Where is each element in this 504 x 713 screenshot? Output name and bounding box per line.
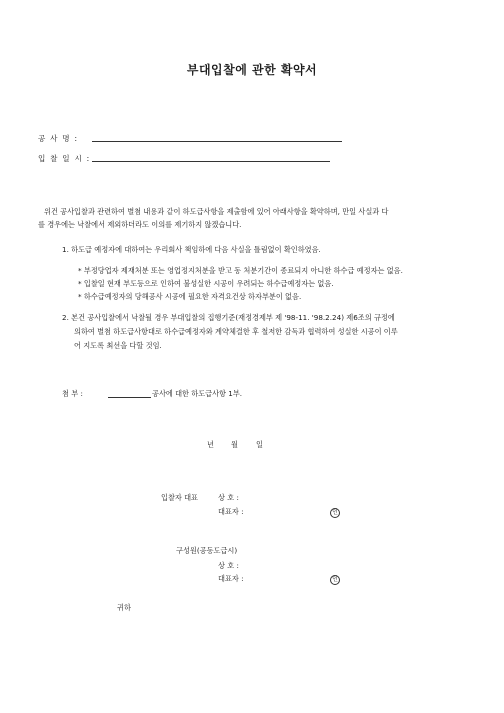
bid-date-field[interactable] <box>92 161 330 162</box>
item-1-bullet-2: * 입찰일 현재 부도등으로 인하여 불성실한 시공이 우려되는 하수급예정자는 없음. <box>78 279 334 288</box>
date-month: 월 <box>231 440 238 449</box>
intro-line-1: 위건 공사입찰과 관련하여 별첨 내용과 같이 하도급사항을 제출함에 있어 아래사항을 확약하며, 만일 사실과 다 <box>44 207 389 216</box>
intro-line-2: 를 경우에는 낙찰에서 제외하더라도 이의를 제기하지 않겠습니다. <box>38 220 242 229</box>
date-day: 일 <box>256 440 263 449</box>
project-name-label: 공 사 명 : <box>38 134 79 143</box>
item-2-line-1: 2. 본건 공사입찰에서 낙찰될 경우 부대입찰의 집행기준(재정경제부 제 '98-11. '98.2.24) 제6조의 규정에 <box>62 313 395 322</box>
item-2-line-2: 의하여 별첨 하도급사항대로 하수급예정자와 계약체결한 후 철저한 감독과 협력하여 성실한 시공이 이루 <box>74 327 398 336</box>
bidder-seal: 인 <box>330 508 340 518</box>
member-seal: 인 <box>330 575 340 585</box>
document-title: 부대입찰에 관한 확약서 <box>186 63 318 77</box>
item-1-bullet-1: * 부정당업자 제재처분 또는 영업정지처분을 받고 동 처분기간이 종료되지 아니한 하수급 예정자는 없음. <box>78 266 403 275</box>
member-trade-name-label: 상 호 : <box>218 561 239 570</box>
member-label: 구성원(공동도급시) <box>176 546 238 555</box>
item-2-line-3: 어 지도록 최선을 다할 것임. <box>74 341 162 350</box>
bidder-trade-name-label: 상 호 : <box>218 493 239 502</box>
item-1-text: 1. 하도급 예정자에 대하여는 우리회사 책임하에 다음 사실을 틀림없이 확인하였음. <box>62 245 321 254</box>
attachment-label: 첨 부 : <box>62 389 83 398</box>
member-representative-label: 대표자 : <box>218 574 244 583</box>
project-name-field[interactable] <box>92 141 342 142</box>
item-1-bullet-3: * 하수급예정자의 당해공사 시공에 필요한 자격요건상 하자부분이 없음. <box>78 292 302 301</box>
bidder-representative-label: 대표자 : <box>218 507 244 516</box>
attachment-count-field[interactable] <box>108 397 151 398</box>
attachment-text: 공사에 대한 하도급사항 1부. <box>152 389 243 398</box>
bidder-label: 입찰자 대표 <box>161 493 199 502</box>
addressee: 귀하 <box>117 603 131 612</box>
date-year: 년 <box>207 440 214 449</box>
bid-date-label: 입 찰 일 시 : <box>38 154 91 163</box>
